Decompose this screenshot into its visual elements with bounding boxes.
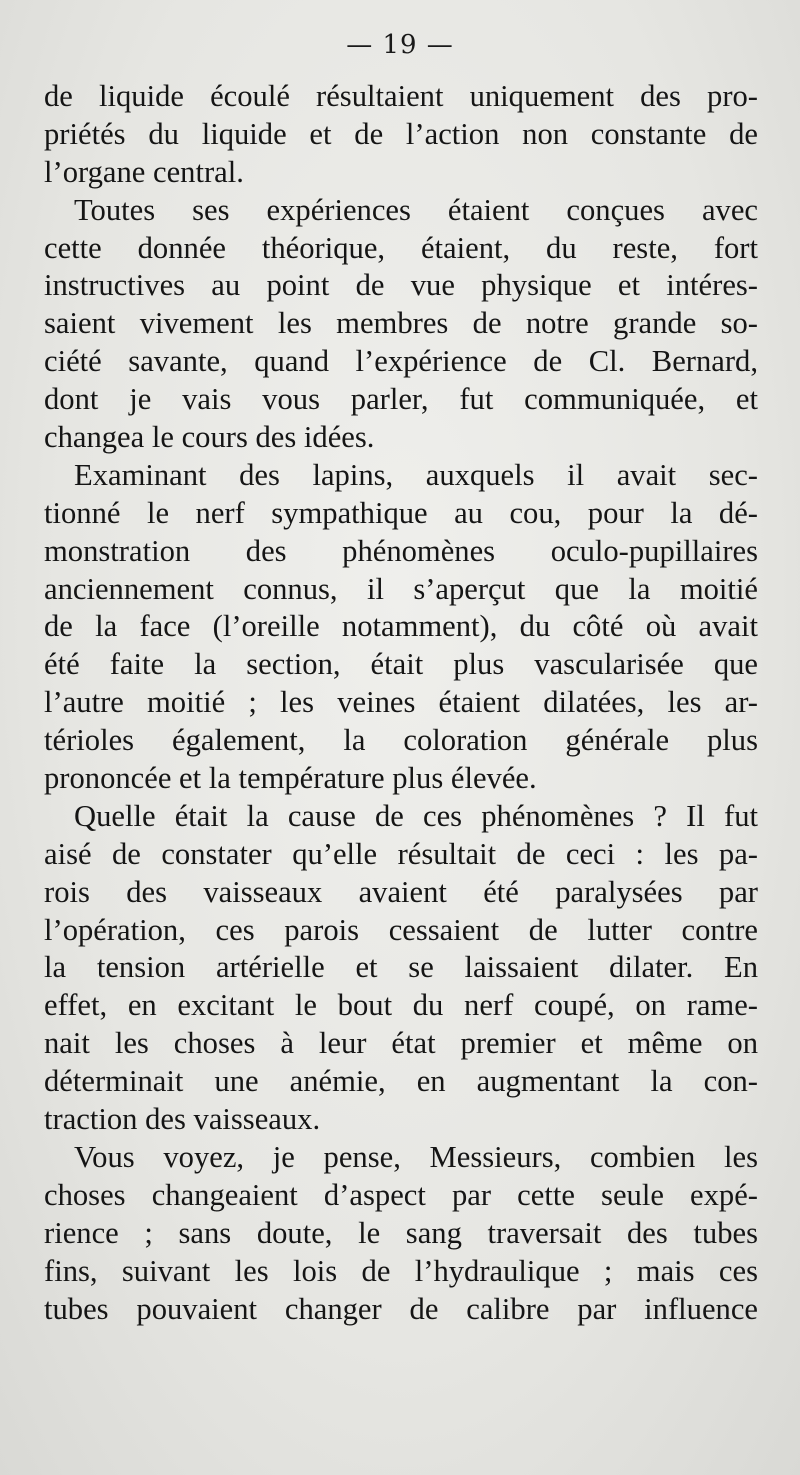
text-line: térioles également, la coloration générale plus	[44, 723, 758, 758]
text-line: tionné le nerf sympathique au cou, pour la dé-	[44, 495, 758, 530]
text-line: Toutes ses expériences étaient conçues avec	[74, 192, 758, 227]
text-line: rience ; sans doute, le sang traversait des tubes	[44, 1215, 758, 1250]
text-line: monstration des phénomènes oculo-pupillaires	[44, 533, 758, 568]
text-line: de liquide écoulé résultaient uniquement des pro-	[44, 79, 758, 113]
text-line: Examinant des lapins, auxquels il avait sec-	[74, 457, 758, 492]
text-line: la tension artérielle et se laissaient dilater. En	[44, 950, 758, 985]
body-text	[44, 78, 758, 1328]
text-line: ciété savante, quand l’expérience de Cl. Bernard,	[44, 344, 758, 379]
text-line: tubes pouvaient changer de calibre par influence	[44, 1291, 758, 1326]
text-line: dont je vais vous parler, fut communiquée, et	[44, 382, 758, 417]
text-line: nait les choses à leur état premier et même on	[44, 1026, 758, 1061]
text-line: anciennement connus, il s’aperçut que la moitié	[44, 571, 758, 606]
text-line: l’organe central.	[44, 154, 244, 189]
text-line: choses changeaient d’aspect par cette seule expé-	[44, 1177, 758, 1212]
text-line: cette donnée théorique, étaient, du reste, fort	[44, 230, 758, 265]
text-line: Quelle était la cause de ces phénomènes ? Il fut	[74, 798, 758, 833]
text-line: traction des vaisseaux.	[44, 1102, 321, 1137]
text-line: instructives au point de vue physique et intéres-	[44, 268, 758, 303]
text-line: changea le cours des idées.	[44, 420, 375, 455]
text-line: fins, suivant les lois de l’hydraulique ; mais ces	[44, 1253, 758, 1288]
text-line: Vous voyez, je pense, Messieurs, combien les	[74, 1139, 758, 1174]
text-line: effet, en excitant le bout du nerf coupé, on rame-	[44, 988, 758, 1023]
text-line: priétés du liquide et de l’action non constante de	[44, 116, 758, 151]
text-line: de la face (l’oreille notamment), du côté où avait	[44, 609, 758, 644]
text-line: aisé de constater qu’elle résultait de ceci : les pa-	[44, 836, 758, 871]
text-line: l’opération, ces parois cessaient de lutter contre	[44, 912, 758, 947]
text-line: déterminait une anémie, en augmentant la con-	[44, 1064, 758, 1099]
text-line: rois des vaisseaux avaient été paralysées par	[44, 874, 758, 909]
page-number: — 19 —	[346, 30, 454, 60]
text-line: l’autre moitié ; les veines étaient dilatées, les ar-	[44, 685, 758, 720]
text-line: prononcée et la température plus élevée.	[44, 761, 537, 796]
text-line: saient vivement les membres de notre grande so-	[44, 306, 758, 341]
text-line: été faite la section, était plus vascularisée que	[44, 647, 758, 682]
